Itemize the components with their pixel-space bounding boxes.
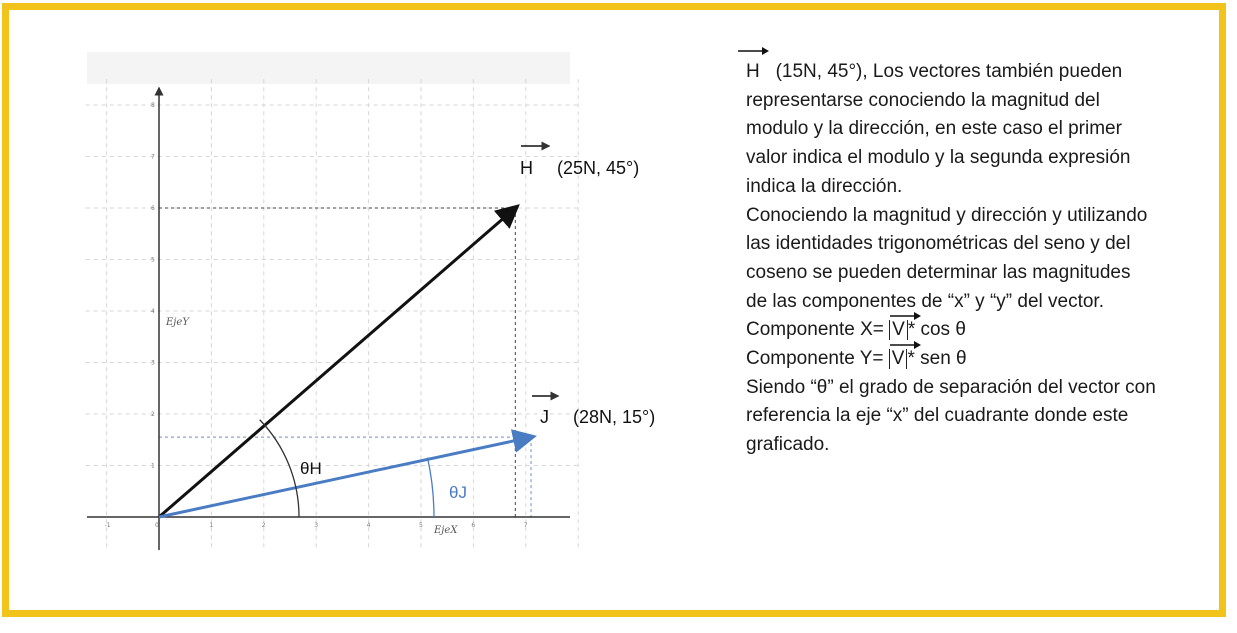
vector-j-arrow bbox=[159, 437, 531, 517]
x-tick-label: 2 bbox=[261, 522, 266, 529]
component-x-line bbox=[746, 316, 1156, 345]
y-tick-label: 1 bbox=[151, 462, 155, 470]
intro-vector-symbol bbox=[746, 58, 760, 87]
angle-h-arc bbox=[260, 420, 299, 517]
component-x-suffix: * cos θ bbox=[907, 319, 966, 341]
x-tick-label: 4 bbox=[366, 522, 371, 529]
intro-letter: H bbox=[746, 61, 760, 82]
x-tick-label: 5 bbox=[419, 522, 423, 529]
v-letter: V bbox=[891, 348, 905, 370]
angle-j-label: θJ bbox=[449, 483, 467, 502]
y-tick-label: 8 bbox=[151, 102, 155, 109]
intro-text: (15N, 45°), Los vectores también pueden representarse conociendo la magnitud del modulo y la dirección, en este caso el primer valor indica el modulo y la segunda expresión indica la dirección. bbox=[746, 61, 1131, 197]
vector-arrow-icon bbox=[736, 46, 770, 56]
x-axis-label: EjeX bbox=[434, 525, 458, 536]
y-tick-label: 2 bbox=[151, 411, 155, 418]
vector-h-magnitude: (25N, 45°) bbox=[557, 158, 640, 178]
component-y-prefix: Componente Y= bbox=[746, 348, 884, 370]
y-tick-label: 7 bbox=[151, 153, 155, 161]
angle-j-arc bbox=[427, 457, 434, 517]
method-paragraph: Conociendo la magnitud y dirección y utilizando las identidades trigonométricas del seno y del coseno se pueden determinar las magnitudes de las componentes de “x” y “y” del vector. bbox=[746, 204, 1148, 312]
y-tick-label: 5 bbox=[151, 256, 155, 264]
vector-arrow-icon bbox=[888, 311, 922, 321]
vector-j-letter: J bbox=[540, 407, 549, 427]
vector-j-magnitude: (28N, 15°) bbox=[573, 407, 656, 427]
component-y-line bbox=[746, 345, 1156, 374]
x-tick-label: 0 bbox=[155, 522, 159, 529]
vector-h-letter: H bbox=[520, 158, 533, 178]
x-tick-label: 7 bbox=[523, 522, 528, 529]
vector-arrow-icon bbox=[888, 340, 922, 350]
intro-paragraph bbox=[746, 58, 1156, 202]
angle-h-label: θH bbox=[300, 459, 322, 478]
angle-arcs bbox=[260, 420, 434, 517]
component-x-prefix: Componente X= bbox=[746, 319, 884, 341]
vector-v-modulus bbox=[889, 349, 908, 369]
y-axis-label: EjeY bbox=[166, 317, 189, 328]
v-letter: V bbox=[892, 319, 905, 341]
definition-paragraph: Siendo “θ” el grado de separación del vector con referencia la eje “x” del cuadrante donde este graficado. bbox=[746, 376, 1156, 456]
x-tick-label: 1 bbox=[209, 522, 214, 529]
y-tick-label: 3 bbox=[151, 359, 155, 367]
y-tick-label: 6 bbox=[151, 205, 155, 212]
component-y-suffix: * sen θ bbox=[907, 348, 967, 370]
vector-v-modulus bbox=[889, 320, 908, 340]
x-tick-label: 6 bbox=[471, 522, 476, 529]
y-tick-label: 4 bbox=[151, 308, 155, 315]
explanation-text bbox=[746, 58, 1156, 460]
x-tick-label: -1 bbox=[104, 522, 111, 529]
x-tick-label: 3 bbox=[314, 522, 319, 529]
